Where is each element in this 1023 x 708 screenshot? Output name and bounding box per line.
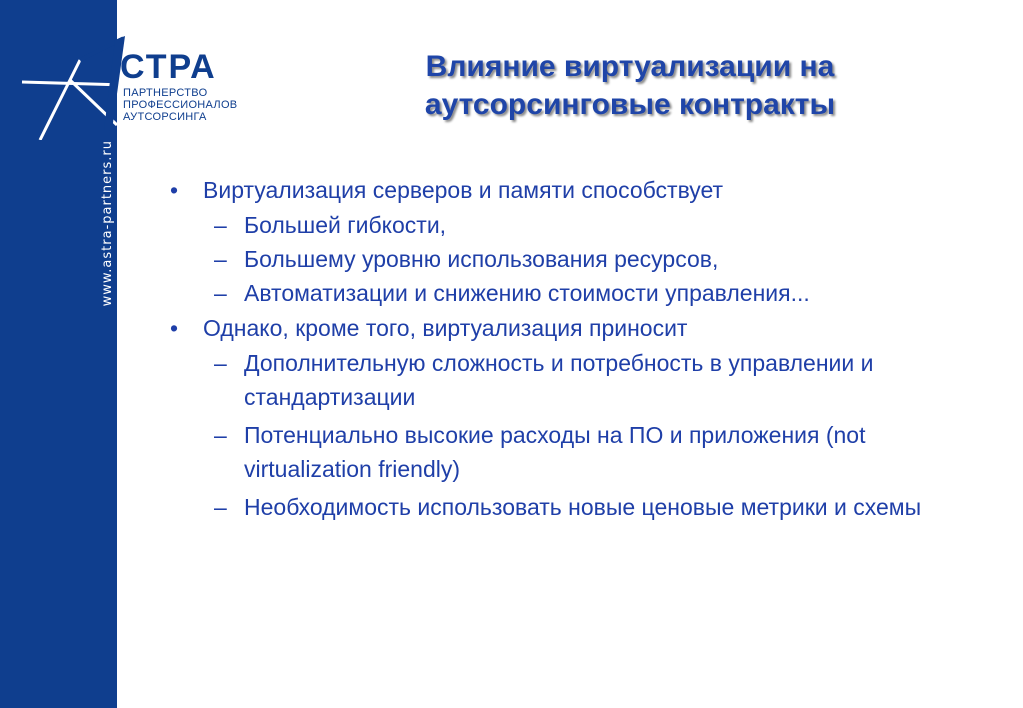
logo-subtitle <box>123 87 237 123</box>
sub-bullet-item <box>170 208 990 242</box>
website-url: www.astra-partners.ru <box>100 140 115 307</box>
bullet-text: Большей гибкости, <box>244 212 447 238</box>
bullet-text: Однако, кроме того, виртуализация приносит <box>203 315 688 341</box>
dash-marker: – <box>214 246 227 272</box>
sub-bullet-item <box>170 276 990 310</box>
sub-bullet-item <box>170 242 990 276</box>
bullet-text: Большему уровню использования ресурсов, <box>244 246 719 272</box>
logo-name: СТРА <box>120 48 217 86</box>
slide-title-line: Влияние виртуализации на <box>425 50 835 83</box>
bullet-text: Виртуализация серверов и памяти способствует <box>203 177 724 203</box>
dash-marker: – <box>214 350 227 376</box>
bullet-text: Потенциально высокие расходы на ПО и приложения (not virtualization friendly) <box>244 422 866 482</box>
bullet-marker: • <box>170 177 179 203</box>
bullet-text: Необходимость использовать новые ценовые метрики и схемы <box>244 494 922 520</box>
bullet-list <box>170 172 990 528</box>
sub-bullet-item <box>170 490 990 524</box>
dash-marker: – <box>214 494 227 520</box>
bullet-item <box>170 172 990 208</box>
bullet-marker: • <box>170 315 179 341</box>
bullet-item <box>170 310 990 346</box>
dash-marker: – <box>214 212 227 238</box>
slide-title <box>330 48 930 124</box>
logo-subtitle-line: ПАРТНЕРСТВО <box>123 87 208 99</box>
sub-bullet-item <box>170 418 990 486</box>
sub-bullet-item <box>170 346 990 414</box>
bullet-text: Автоматизации и снижению стоимости управления... <box>244 280 810 306</box>
slide-title-line: аутсорсинговые контракты <box>424 88 836 121</box>
bullet-text: Дополнительную сложность и потребность в управлении и стандартизации <box>244 350 874 410</box>
logo-subtitle-line: ПРОФЕССИОНАЛОВ <box>123 99 238 111</box>
dash-marker: – <box>214 422 227 448</box>
logo-subtitle-line: АУТСОРСИНГА <box>123 111 207 123</box>
dash-marker: – <box>214 280 227 306</box>
